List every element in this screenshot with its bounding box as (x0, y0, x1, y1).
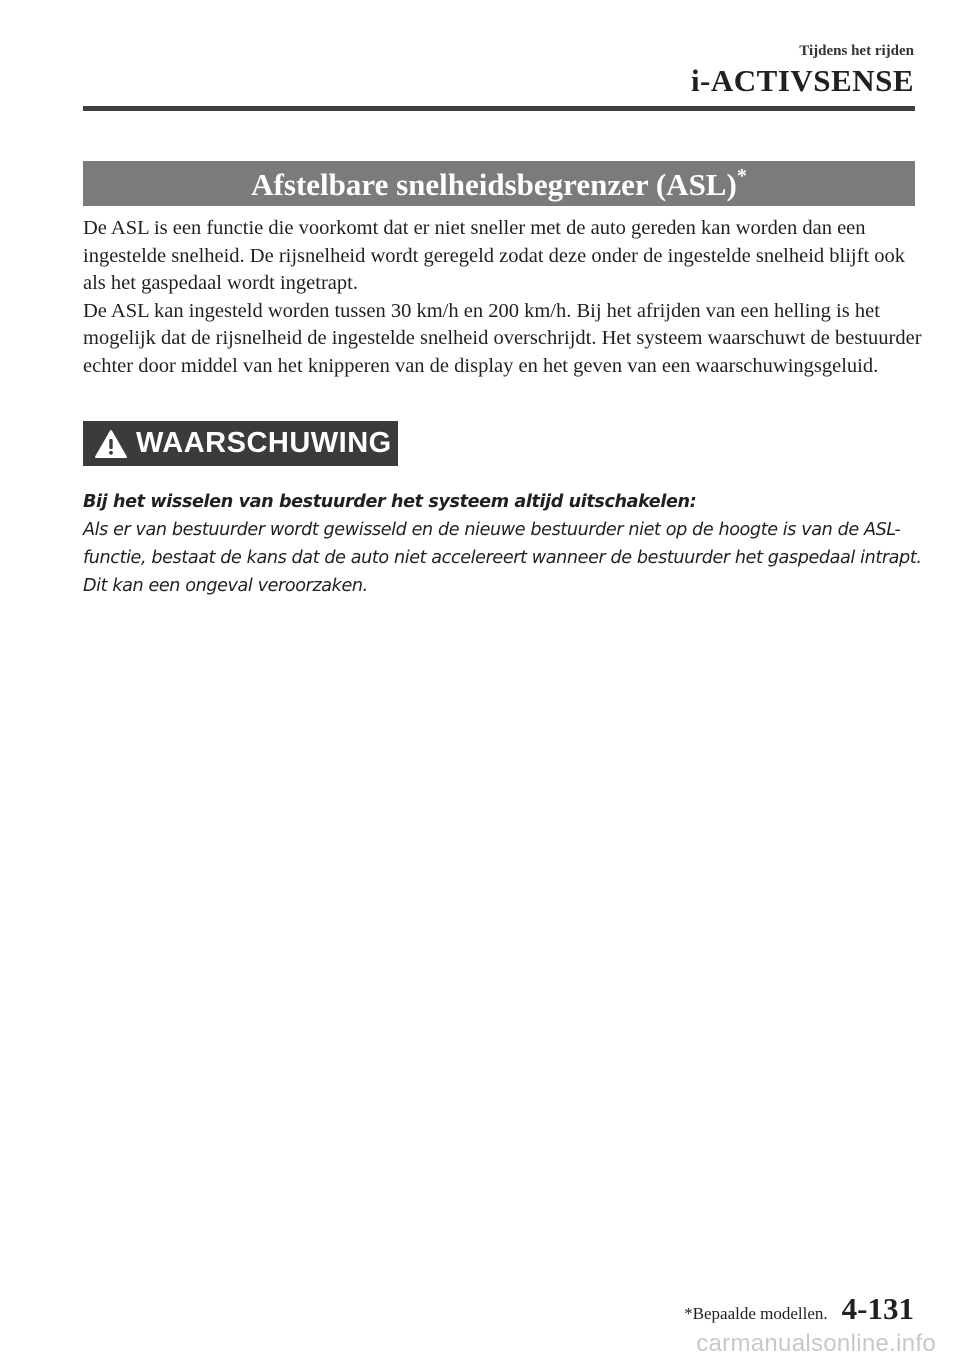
body-text (83, 215, 923, 380)
warning-badge (83, 421, 398, 466)
section-heading-bar (83, 161, 915, 206)
section-heading: Afstelbare snelheidsbegrenzer (ASL) (251, 167, 737, 202)
header-divider (83, 106, 915, 111)
warning-label: WAARSCHUWING (136, 427, 392, 459)
warning-content (83, 488, 923, 600)
warning-triangle-icon (94, 429, 128, 459)
body-paragraph: De ASL is een functie die voorkomt dat er niet sneller met de auto gereden kan worden dan een ingestelde snelheid. De rijsnelheid wordt geregeld zodat deze onder de ingestelde snelheid blijft ook als het gaspedaal wordt ingetrapt. (83, 217, 906, 294)
warning-body: Als er van bestuurder wordt gewisseld en de nieuwe bestuurder niet op de hoogte is van de ASL-functie, bestaat de kans dat de auto niet accelereert wanneer de bestuurder het gaspedaal intrapt. Dit kan een ongeval veroorzaken. (83, 520, 922, 596)
body-paragraph: De ASL kan ingesteld worden tussen 30 km/h en 200 km/h. Bij het afrijden van een helling is het mogelijk dat de rijsnelheid de ingestelde snelheid overschrijdt. Het systeem waarschuwt de bestuurder echter door middel van het knipperen van de display en het geven van een waarschuwingsgeluid. (83, 299, 922, 377)
watermark: carmanualsonline.info (696, 1330, 936, 1357)
footnote: *Bepaalde modellen. (684, 1304, 828, 1323)
chapter-title: i-ACTIVSENSE (690, 63, 914, 98)
running-header (691, 42, 914, 98)
section-title: Tijdens het rijden (799, 43, 914, 59)
warning-heading: Bij het wisselen van bestuurder het systeem altijd uitschakelen: (83, 492, 697, 512)
page-number: 4-131 (841, 1291, 914, 1326)
model-specific-marker: * (736, 164, 747, 187)
page-footer (684, 1291, 914, 1327)
